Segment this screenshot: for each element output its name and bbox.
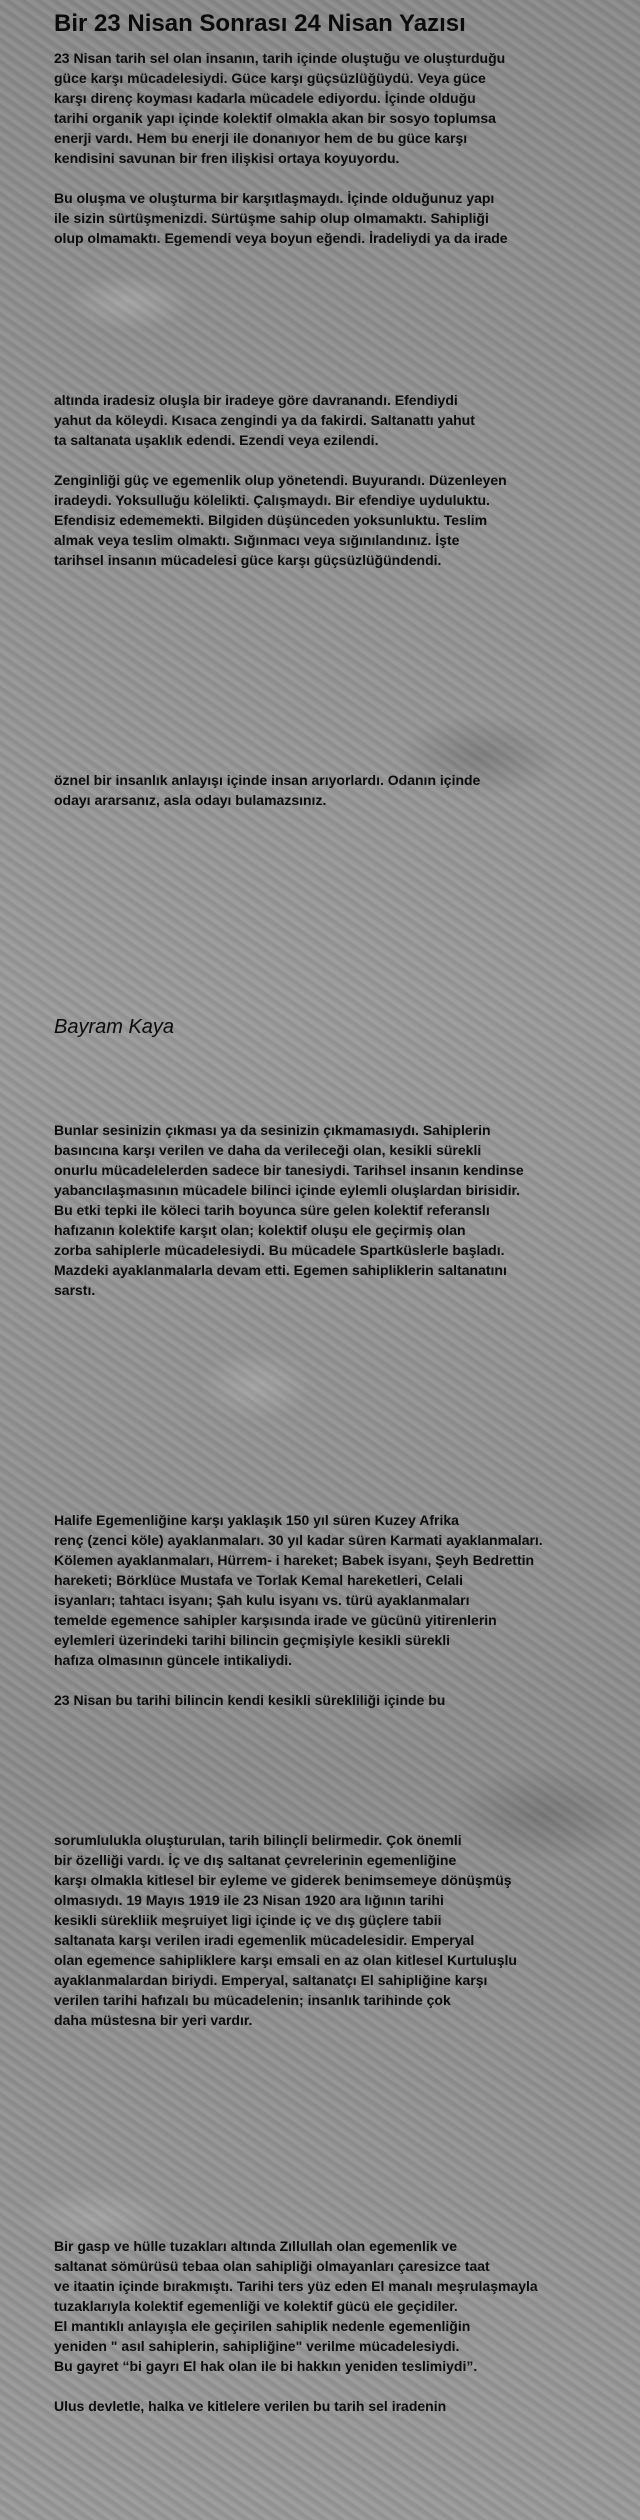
- text-line: verilen tarihi hafızalı bu mücadelenin; insanlık tarihinde çok: [54, 1992, 451, 2008]
- text-line: öznel bir insanlık anlayışı içinde insan arıyorlardı. Odanın içinde: [54, 772, 481, 788]
- text-line: isyanları; tahtacı isyanı; Şah kulu isyanı vs. türü ayaklanmaları: [54, 1592, 470, 1608]
- text-line: Halife Egemenliğine karşı yaklaşık 150 yıl süren Kuzey Afrika: [54, 1512, 459, 1528]
- text-line: olmasıydı. 19 Mayıs 1919 ile 23 Nisan 1920 ara lığının tarihi: [54, 1892, 444, 1908]
- text-line: hareketi; Börklüce Mustafa ve Torlak Kemal hareketleri, Celali: [54, 1572, 464, 1588]
- text-line: renç (zenci köle) ayaklanmaları. 30 yıl kadar süren Karmati ayaklanmaları.: [54, 1532, 543, 1548]
- text-line: onurlu mücadelelerden sadece bir tanesiydi. Tarihsel insanın kendinse: [54, 1162, 524, 1178]
- text-line: saltanata karşı verilen iradi egemenlik mücadelesidir. Emperyal: [54, 1932, 475, 1948]
- text-line: Bu oluşma ve oluşturma bir karşıtlaşmaydı. İçinde olduğunuz yapı: [54, 190, 495, 206]
- paragraph-gap: [54, 1670, 634, 1690]
- text-line: hafızanın kolektife karşıt olan; kolektif oluşu ele geçirmiş olan: [54, 1222, 466, 1238]
- text-line: sarstı.: [54, 1282, 96, 1298]
- text-block-5: [54, 1510, 634, 1710]
- text-block-1: [54, 48, 634, 248]
- article-title: Bir 23 Nisan Sonrası 24 Nisan Yazısı: [54, 10, 466, 37]
- text-line: daha müstesna bir yeri vardır.: [54, 2012, 253, 2028]
- text-line: Mazdeki ayaklanmalarla devam etti. Egemen sahipliklerin saltanatını: [54, 1262, 507, 1278]
- text-line: odayı ararsanız, asla odayı bulamazsınız.: [54, 792, 327, 808]
- text-line: kendisini savunan bir fren ilişkisi ortaya koyuyordu.: [54, 150, 400, 166]
- text-line: sorumlulukla oluşturulan, tarih bilinçli belirmedir. Çok önemli: [54, 1832, 462, 1848]
- text-line: tarihsel insanın mücadelesi güce karşı güçsüzlüğündendi.: [54, 552, 442, 568]
- text-line: basıncına karşı verilen ve daha da verileceği olan, kesikli sürekli: [54, 1142, 482, 1158]
- text-line: eylemleri üzerindeki tarihi bilincin geçmişiyle kesikli sürekli: [54, 1632, 451, 1648]
- text-line: Ulus devletle, halka ve kitlelere verilen bu tarih sel iradenin: [54, 2398, 447, 2414]
- text-line: bir özelliği vardı. İç ve dış saltanat çevrelerinin egemenliğine: [54, 1852, 457, 1868]
- text-line: karşı olmakla kitlesel bir eyleme ve giderek benimsemeye dönüşmüş: [54, 1872, 512, 1888]
- text-line: kesikli sürekliik meşruiyet ligi içinde iç ve dış güçlere tabii: [54, 1912, 442, 1928]
- text-line: 23 Nisan bu tarihi bilincin kendi kesikli sürekliliği içinde bu: [54, 1692, 446, 1708]
- text-line: yahut da köleydi. Kısaca zengindi ya da fakirdi. Saltanattı yahut: [54, 412, 475, 428]
- text-block-4: [54, 1120, 634, 1300]
- text-block-2: [54, 390, 634, 570]
- text-line: temelde egemence sahipler karşısında irade ve gücünü yitirenlerin: [54, 1612, 497, 1628]
- text-line: Bu etki tepki ile köleci tarih boyunca süre gelen kolektif referanslı: [54, 1202, 490, 1218]
- text-line: yeniden " asıl sahiplerin, sahipliğine" verilme mücadelesiydi.: [54, 2338, 460, 2354]
- paragraph-gap: [54, 450, 634, 470]
- text-block-7: [54, 2236, 634, 2416]
- text-line: Bu gayret “bi gayrı El hak olan ile bi hakkın yeniden teslimiydi”.: [54, 2358, 478, 2374]
- text-line: iradeydi. Yoksulluğu kölelikti. Çalışmaydı. Bir efendiye uyduluktu.: [54, 492, 490, 508]
- text-line: güce karşı mücadelesiydi. Güce karşı güçsüzlüğüydü. Veya güce: [54, 70, 486, 86]
- text-line: saltanat sömürüsü tebaa olan sahipliği olmayanları çaresizce taat: [54, 2258, 490, 2274]
- text-line: olan egemence sahipliklere karşı emsali en az olan kitlesel Kurtuluşlu: [54, 1952, 517, 1968]
- text-line: ta saltanata uşaklık edendi. Ezendi veya ezilendi.: [54, 432, 379, 448]
- text-line: ayaklanmalardan biriydi. Emperyal, saltanatçı El sahipliğine karşı: [54, 1972, 488, 1988]
- text-block-6: [54, 1830, 634, 2030]
- text-line: almak veya teslim olmaktı. Sığınmacı veya sığınılandınız. İşte: [54, 532, 460, 548]
- text-line: zorba sahiplerle mücadelesiydi. Bu mücadele Spartküslerle başladı.: [54, 1242, 505, 1258]
- text-line: El mantıklı anlayışla ele geçirilen sahiplik nedenle egemenliğin: [54, 2318, 471, 2334]
- paragraph-gap: [54, 2376, 634, 2396]
- text-line: ile sizin sürtüşmenizdi. Sürtüşme sahip olup olmamaktı. Sahipliği: [54, 210, 489, 226]
- text-line: tuzaklarıyla kolektif egemenliği ve kolektif gücü ele geçidiler.: [54, 2298, 458, 2314]
- author-name: Bayram Kaya: [54, 1016, 175, 1038]
- text-line: ve itaatin içinde bırakmıştı. Tarihi ters yüz eden El manalı meşrulaşmayla: [54, 2278, 538, 2294]
- text-line: altında iradesiz oluşla bir iradeye göre davranandı. Efendiydi: [54, 392, 458, 408]
- text-line: Zenginliği güç ve egemenlik olup yönetendi. Buyurandı. Düzenleyen: [54, 472, 507, 488]
- text-block-3: [54, 770, 634, 810]
- text-line: hafıza olmasının güncele intikaliydi.: [54, 1652, 293, 1668]
- text-line: olup olmamaktı. Egemendi veya boyun eğendi. İradeliydi ya da irade: [54, 230, 508, 246]
- text-line: karşı direnç koyması kadarla mücadele ediyordu. İçinde olduğu: [54, 90, 476, 106]
- text-line: 23 Nisan tarih sel olan insanın, tarih içinde oluştuğu ve oluşturduğu: [54, 50, 506, 66]
- text-line: yabancılaşmasının mücadele bilinci içinde eylemli oluşlardan birisidir.: [54, 1182, 521, 1198]
- text-line: Efendisiz edememekti. Bilgiden düşünceden yoksunluktu. Teslim: [54, 512, 488, 528]
- text-line: Bunlar sesinizin çıkması ya da sesinizin çıkmamasıydı. Sahiplerin: [54, 1122, 491, 1138]
- text-line: tarihi organik yapı içinde kolektif olmakla akan bir sosyo toplumsa: [54, 110, 496, 126]
- text-line: enerji vardı. Hem bu enerji ile donanıyor hem de bu güce karşı: [54, 130, 468, 146]
- paragraph-gap: [54, 168, 634, 188]
- text-line: Bir gasp ve hülle tuzakları altında Zıllullah olan egemenlik ve: [54, 2238, 458, 2254]
- text-line: Kölemen ayaklanmaları, Hürrem- i hareket; Babek isyanı, Şeyh Bedrettin: [54, 1552, 535, 1568]
